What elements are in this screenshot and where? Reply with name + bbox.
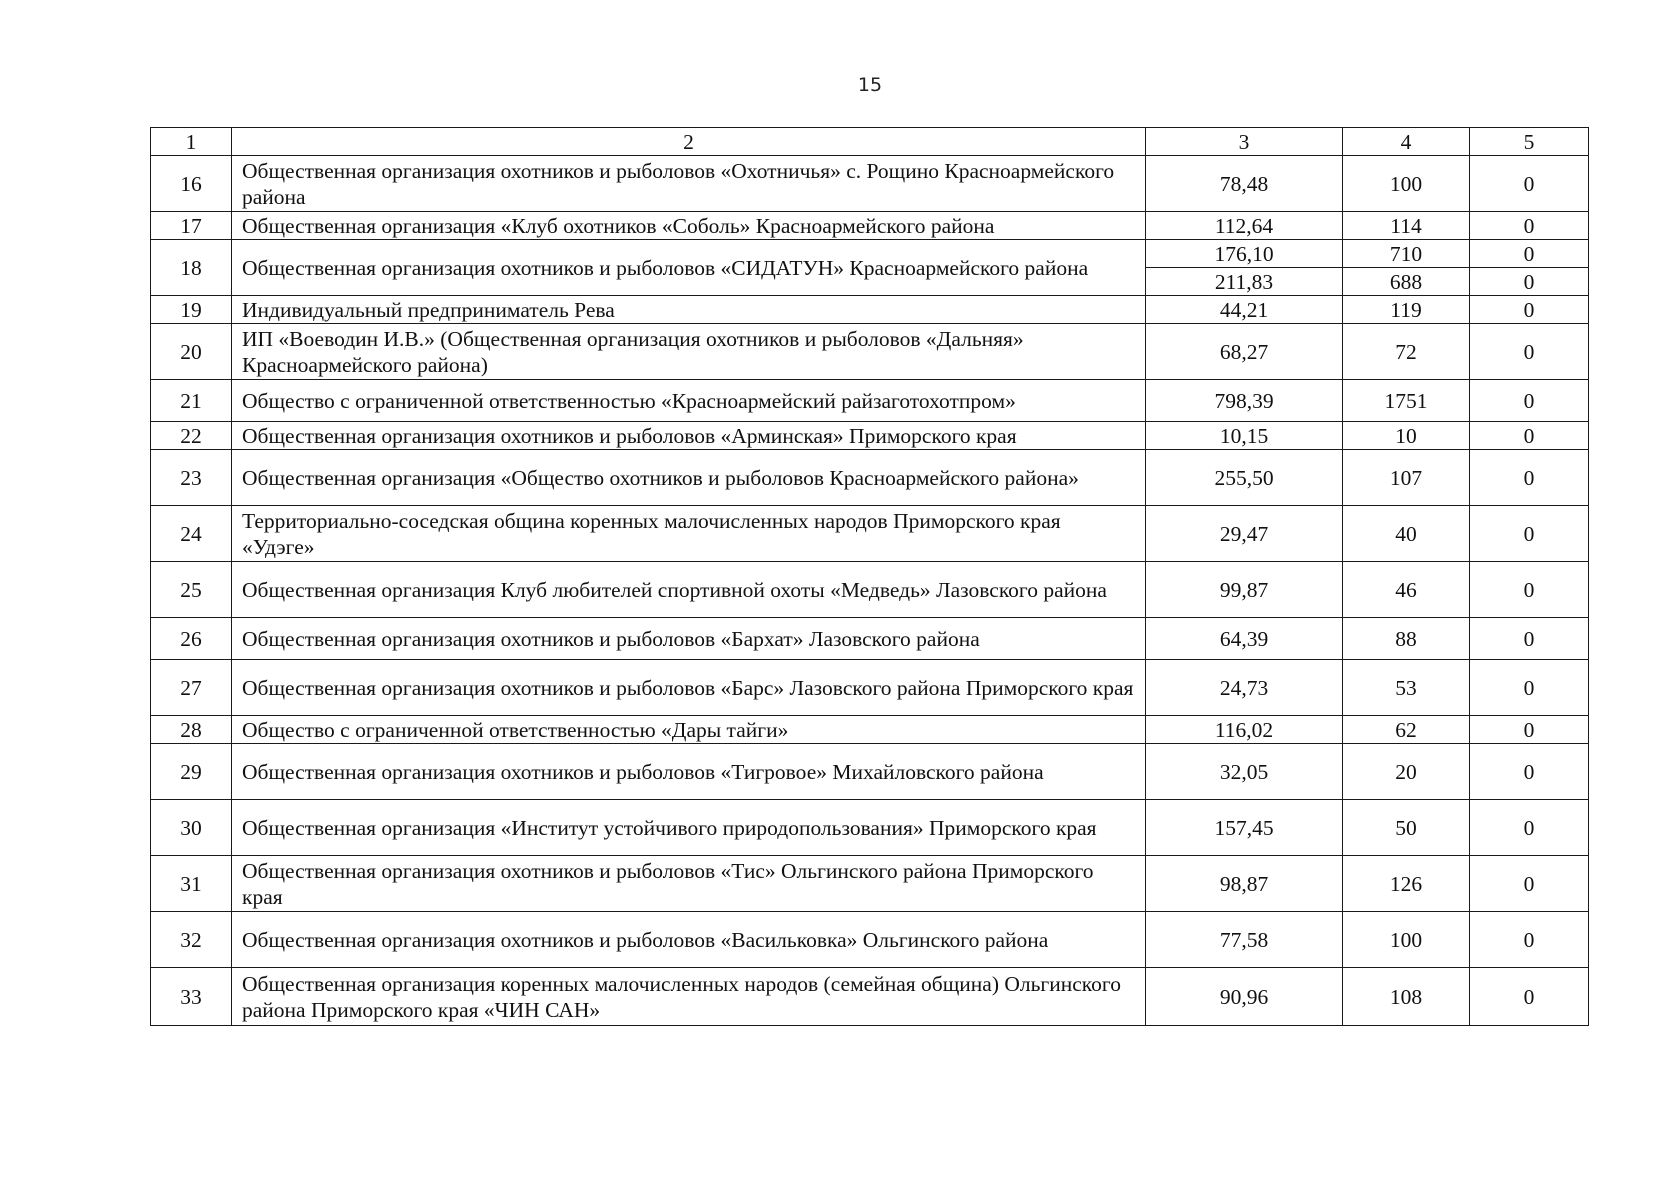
value-col-3: 77,58 [1146, 912, 1343, 968]
row-number: 18 [151, 240, 232, 296]
value-col-4: 126 [1343, 856, 1470, 912]
value-col-5: 0 [1470, 422, 1589, 450]
organization-name: Общественная организация «Общество охотников и рыболовов Красноармейского района» [232, 450, 1146, 506]
header-col-2: 2 [232, 128, 1146, 156]
row-number: 26 [151, 618, 232, 660]
value-col-3: 68,27 [1146, 324, 1343, 380]
organization-name: Общественная организация охотников и рыболовов «Бархат» Лазовского района [232, 618, 1146, 660]
table-row [151, 744, 1589, 800]
table-row [151, 506, 1589, 562]
value-col-5: 0 [1470, 968, 1589, 1026]
value-col-4: 107 [1343, 450, 1470, 506]
data-table [150, 127, 1589, 1026]
header-col-4: 4 [1343, 128, 1470, 156]
value-col-3: 176,10 [1146, 240, 1343, 268]
row-number: 17 [151, 212, 232, 240]
table-row [151, 156, 1589, 212]
value-col-4: 710 [1343, 240, 1470, 268]
value-col-5: 0 [1470, 212, 1589, 240]
row-number: 25 [151, 562, 232, 618]
value-col-4: 62 [1343, 716, 1470, 744]
page-number: 15 [857, 74, 883, 96]
header-col-5: 5 [1470, 128, 1589, 156]
value-col-3: 157,45 [1146, 800, 1343, 856]
value-col-3: 64,39 [1146, 618, 1343, 660]
row-number: 29 [151, 744, 232, 800]
value-col-4: 688 [1343, 268, 1470, 296]
value-col-5: 0 [1470, 744, 1589, 800]
value-col-4: 50 [1343, 800, 1470, 856]
organization-name: Общественная организация коренных малочисленных народов (семейная община) Ольгинского района Приморского края «ЧИН САН» [232, 968, 1146, 1026]
value-col-5: 0 [1470, 506, 1589, 562]
table-row [151, 716, 1589, 744]
value-col-4: 72 [1343, 324, 1470, 380]
value-col-4: 114 [1343, 212, 1470, 240]
value-col-5: 0 [1470, 324, 1589, 380]
table-row [151, 380, 1589, 422]
row-number: 32 [151, 912, 232, 968]
value-col-5: 0 [1470, 380, 1589, 422]
value-col-4: 40 [1343, 506, 1470, 562]
table-row [151, 618, 1589, 660]
value-col-3: 10,15 [1146, 422, 1343, 450]
row-number: 27 [151, 660, 232, 716]
value-col-4: 100 [1343, 912, 1470, 968]
value-col-4: 100 [1343, 156, 1470, 212]
organization-name: Общественная организация охотников и рыболовов «Тис» Ольгинского района Приморского края [232, 856, 1146, 912]
value-col-3: 211,83 [1146, 268, 1343, 296]
row-number: 30 [151, 800, 232, 856]
value-col-3: 29,47 [1146, 506, 1343, 562]
table-row [151, 240, 1589, 268]
table-row [151, 968, 1589, 1026]
value-col-3: 98,87 [1146, 856, 1343, 912]
organization-name: Общественная организация «Клуб охотников «Соболь» Красноармейского района [232, 212, 1146, 240]
value-col-4: 53 [1343, 660, 1470, 716]
table-row [151, 296, 1589, 324]
row-number: 24 [151, 506, 232, 562]
value-col-5: 0 [1470, 450, 1589, 506]
value-col-5: 0 [1470, 240, 1589, 268]
organization-name: Общественная организация охотников и рыболовов «Арминская» Приморского края [232, 422, 1146, 450]
organization-name: Общественная организация охотников и рыболовов «Барс» Лазовского района Приморского края [232, 660, 1146, 716]
value-col-5: 0 [1470, 562, 1589, 618]
table-row [151, 450, 1589, 506]
organization-name: Общественная организация охотников и рыболовов «Охотничья» с. Рощино Красноармейского района [232, 156, 1146, 212]
value-col-3: 90,96 [1146, 968, 1343, 1026]
row-number: 31 [151, 856, 232, 912]
table-row [151, 422, 1589, 450]
organization-name: Общественная организация охотников и рыболовов «Тигровое» Михайловского района [232, 744, 1146, 800]
value-col-4: 108 [1343, 968, 1470, 1026]
organization-name: ИП «Воеводин И.В.» (Общественная организация охотников и рыболовов «Дальняя» Красноармейского района) [232, 324, 1146, 380]
value-col-5: 0 [1470, 296, 1589, 324]
value-col-3: 44,21 [1146, 296, 1343, 324]
value-col-4: 119 [1343, 296, 1470, 324]
row-number: 20 [151, 324, 232, 380]
value-col-5: 0 [1470, 660, 1589, 716]
value-col-5: 0 [1470, 716, 1589, 744]
organization-name: Общественная организация охотников и рыболовов «Васильковка» Ольгинского района [232, 912, 1146, 968]
header-col-3: 3 [1146, 128, 1343, 156]
value-col-3: 78,48 [1146, 156, 1343, 212]
table-row [151, 912, 1589, 968]
value-col-3: 798,39 [1146, 380, 1343, 422]
value-col-5: 0 [1470, 800, 1589, 856]
table-row [151, 562, 1589, 618]
value-col-4: 46 [1343, 562, 1470, 618]
value-col-3: 99,87 [1146, 562, 1343, 618]
table-row [151, 324, 1589, 380]
table-header-row [151, 128, 1589, 156]
row-number: 21 [151, 380, 232, 422]
organization-name: Общество с ограниченной ответственностью «Красноармейский райзаготохотпром» [232, 380, 1146, 422]
organization-name: Общественная организация охотников и рыболовов «СИДАТУН» Красноармейского района [232, 240, 1146, 296]
value-col-3: 32,05 [1146, 744, 1343, 800]
row-number: 19 [151, 296, 232, 324]
header-col-1: 1 [151, 128, 232, 156]
value-col-5: 0 [1470, 268, 1589, 296]
value-col-5: 0 [1470, 156, 1589, 212]
organization-name: Индивидуальный предприниматель Рева [232, 296, 1146, 324]
value-col-4: 10 [1343, 422, 1470, 450]
organization-name: Территориально-соседская община коренных малочисленных народов Приморского края «Удэге» [232, 506, 1146, 562]
value-col-5: 0 [1470, 618, 1589, 660]
row-number: 28 [151, 716, 232, 744]
value-col-4: 1751 [1343, 380, 1470, 422]
value-col-5: 0 [1470, 912, 1589, 968]
organization-name: Общество с ограниченной ответственностью «Дары тайги» [232, 716, 1146, 744]
organization-name: Общественная организация Клуб любителей спортивной охоты «Медведь» Лазовского района [232, 562, 1146, 618]
row-number: 16 [151, 156, 232, 212]
value-col-4: 20 [1343, 744, 1470, 800]
table-row [151, 800, 1589, 856]
row-number: 22 [151, 422, 232, 450]
table-row [151, 660, 1589, 716]
value-col-3: 24,73 [1146, 660, 1343, 716]
value-col-3: 116,02 [1146, 716, 1343, 744]
table-row [151, 212, 1589, 240]
value-col-4: 88 [1343, 618, 1470, 660]
organization-name: Общественная организация «Институт устойчивого природопользования» Приморского края [232, 800, 1146, 856]
value-col-3: 112,64 [1146, 212, 1343, 240]
value-col-3: 255,50 [1146, 450, 1343, 506]
row-number: 33 [151, 968, 232, 1026]
value-col-5: 0 [1470, 856, 1589, 912]
row-number: 23 [151, 450, 232, 506]
table-row [151, 856, 1589, 912]
